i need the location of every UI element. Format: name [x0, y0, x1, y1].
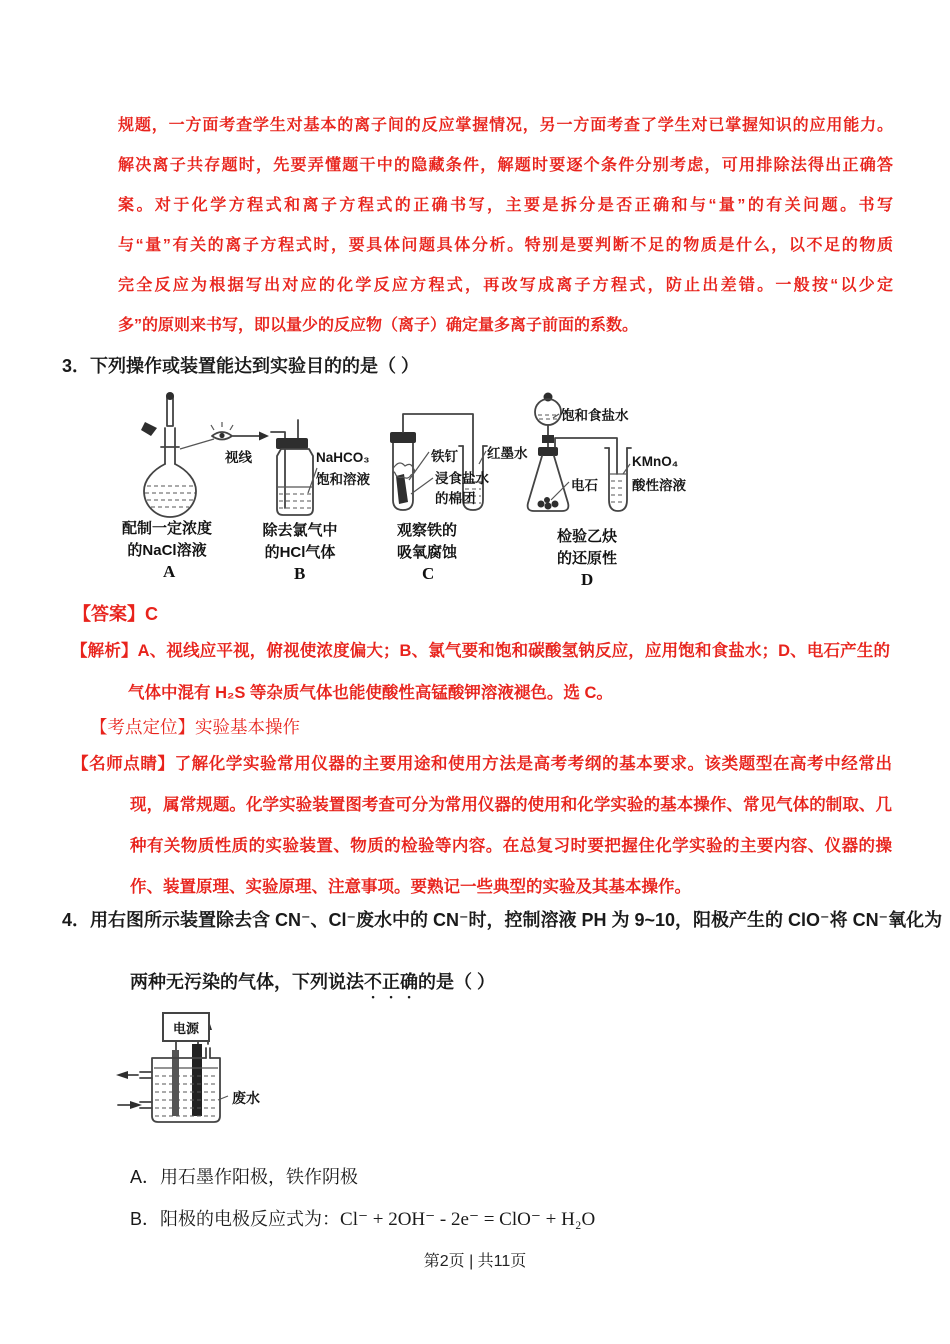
- analysis-label: 【解析】: [71, 642, 138, 660]
- red-ink-label: 红墨水: [487, 446, 528, 461]
- apparatus-b-caption-1: 除去氯气中: [262, 522, 338, 539]
- q3-answer-line: [73, 600, 158, 626]
- page-footer: 第2页 | 共11页: [423, 1253, 527, 1270]
- q3-teacher-tips: [72, 744, 893, 908]
- q4-option-a: A．用石墨作阳极，铁作阴极: [130, 1167, 359, 1187]
- kmno4-label: KMnO₄: [632, 454, 679, 469]
- apparatus-a-letter: A: [163, 562, 176, 581]
- teacher-tips-text: 了解化学实验常用仪器的主要用途和使用方法是高考考纲的基本要求。该类题型在高考中经常出现，属常规题。化学实验装置图考查可分为常用仪器的使用和化学实验的基本操作、常见气体的制取、几种有关物质性质的实验装置、物质的检验等内容。在总复习时要把握住化学实验的主要内容、仪器的操作、装置原理、实验原理、注意事项。要熟记一些典型的实验及其基本操作。: [130, 755, 893, 896]
- q4-stem2-before: 两种无污染的气体，下列说法: [130, 972, 364, 992]
- intro-line: 多”的原则来书写，即以量少的反应物（离子）确定量多离子前面的系数。: [118, 317, 639, 334]
- saturated-brine-label: 饱和食盐水: [561, 408, 629, 423]
- wastewater-label: 废水: [232, 1090, 260, 1106]
- q4-stem2-after: 的是（ ）: [418, 972, 496, 992]
- intro-line: 解决离子共存题时，先要弄懂题干中的隐藏条件，解题时要逐个条件分别考虑，可用排除法得出正确答: [118, 157, 893, 174]
- intro-line: 完全反应为根据写出对应的化学反应方程式，再改写成离子方程式，防止出差错。一般按“以少定: [118, 277, 893, 294]
- apparatus-a-drawing: [141, 392, 233, 517]
- q4-stem-line2: [130, 968, 495, 1002]
- power-supply-box: 电源: [162, 1012, 210, 1042]
- apparatus-d-caption-2: 的还原性: [556, 550, 617, 567]
- intro-line: 与“量”有关的离子方程式时，要具体问题具体分析。特别是要判断不足的物质是什么，以不足的物质: [118, 237, 893, 254]
- apparatus-b-caption-2: 的HCl气体: [264, 544, 336, 561]
- apparatus-b-letter: B: [294, 564, 306, 583]
- q4-option-b-label: B．阳极的电极反应式为：: [130, 1209, 341, 1229]
- intro-line: 规题，一方面考查学生对基本的离子间的反应掌握情况，另一方面考查了学生对已掌握知识的应用能力。: [118, 117, 893, 134]
- q3-apparatus-figure: [95, 390, 895, 595]
- answer-value: C: [145, 604, 158, 624]
- intro-line: 案。对于化学方程式和离子方程式的正确书写，主要是拆分是否正确和与“量”的有关问题。书写: [118, 197, 893, 214]
- cotton-label-2: 的棉团: [435, 491, 476, 506]
- apparatus-d-caption-1: 检验乙炔: [556, 528, 617, 545]
- acidic-solution-label: 酸性溶液: [632, 478, 686, 493]
- q4-option-b-formula: Cl⁻ + 2OH⁻ - 2e⁻ = ClO⁻ + H₂O: [340, 1209, 596, 1230]
- exam-point-text: 实验基本操作: [195, 717, 300, 737]
- saturated-solution-label: 饱和溶液: [316, 472, 370, 487]
- q3-analysis: [71, 630, 891, 714]
- analysis-text: A、视线应平视，俯视使浓度偏大；B、氯气要和饱和碳酸氢钠反应，应用饱和食盐水；D、电石产生的气体中混有 H₂S 等杂质气体也能使酸性高锰酸钾溶液褪色。选 C。: [128, 642, 891, 702]
- exam-point-label: 【考点定位】: [90, 717, 195, 737]
- q4-stem-line1: 4．用右图所示装置除去含 CN⁻、Cl⁻废水中的 CN⁻时，控制溶液 PH 为 9~10，阳极产生的 ClO⁻将 CN⁻氧化为: [62, 910, 943, 930]
- apparatus-c-letter: C: [422, 564, 435, 583]
- q4-electrolysis-svg: [110, 1010, 360, 1160]
- teacher-tips-label: 【名师点睛】: [72, 755, 175, 773]
- q3-exam-point-line: [90, 714, 300, 739]
- intro-paragraph: [118, 106, 893, 346]
- nahco3-label: NaHCO₃: [316, 450, 370, 465]
- carbide-label: 电石: [571, 478, 598, 493]
- q4-stem2-emphasis: 不正确: [364, 972, 418, 992]
- q4-option-b: [130, 1205, 595, 1231]
- cotton-label-1: 浸食盐水: [435, 471, 489, 486]
- iron-nail-label: 铁钉: [431, 449, 458, 464]
- q3-apparatus-svg: [95, 390, 895, 595]
- answer-label: 【答案】: [73, 604, 145, 624]
- apparatus-a-caption-1: 配制一定浓度: [121, 520, 212, 537]
- q3-stem: 3．下列操作或装置能达到实验目的的是（ ）: [62, 356, 420, 376]
- apparatus-a-caption-2: 的NaCl溶液: [127, 542, 207, 559]
- apparatus-d-letter: D: [581, 570, 594, 589]
- apparatus-c-caption-2: 吸氧腐蚀: [396, 544, 457, 561]
- apparatus-b-drawing: [233, 420, 317, 515]
- sight-line-label: 视线: [225, 450, 252, 465]
- apparatus-c-caption-1: 观察铁的: [396, 522, 457, 539]
- q4-electrolysis-figure: [110, 1010, 360, 1160]
